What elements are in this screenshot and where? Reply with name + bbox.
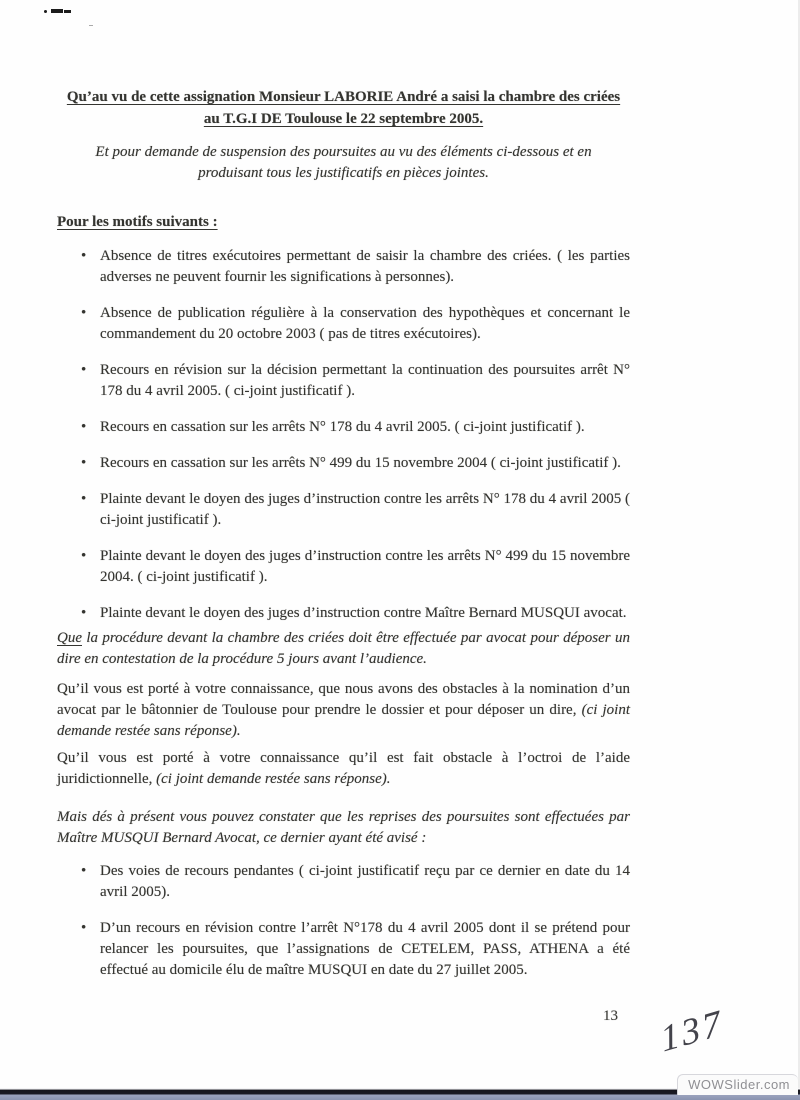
document-subtitle: Et pour demande de suspension des poursuites au vu des éléments ci-dessous et en produisant tous les justificatifs en pièces jointes. <box>95 144 592 181</box>
motif-item: • Plainte devant le doyen des juges d’instruction contre Maître Bernard MUSQUI avocat. <box>57 603 630 624</box>
paragraph-procedure-lead: Que <box>57 630 82 646</box>
motif-item: • Recours en cassation sur les arrêts N° 178 du 4 avril 2005. ( ci-joint justificatif ). <box>57 417 630 438</box>
scan-artifact-dot <box>44 10 47 13</box>
motif-item: • Plainte devant le doyen des juges d’instruction contre les arrêts N° 178 du 4 avril 2005 ( ci-joint justificatif ). <box>57 489 630 531</box>
document-title-line1: Qu’au vu de cette assignation Monsieur LABORIE André a saisi la chambre des criées <box>66 89 621 105</box>
paragraph-procedure: Que la procédure devant la chambre des criées doit être effectuée par avocat pour déposer un dire en contestation de la procédure 5 jours avant l’audience. <box>57 630 630 667</box>
document-body <box>57 0 630 981</box>
wowslider-watermark-link[interactable]: WOWSlider.com <box>677 1074 798 1095</box>
motifs-list <box>57 246 630 624</box>
paragraph-obstacle-avocat: Qu’il vous est porté à votre connaissance, que nous avons des obstacles à la nomination d’un avocat par le bâtonnier de Toulouse pour prendre le dossier et pour déposer un dire, (ci joint demande restée sans réponse). <box>57 681 630 739</box>
avise-item: • D’un recours en révision contre l’arrêt N°178 du 4 avril 2005 dont il se prétend pour relancer les poursuites, que l’assignations de CETELEM, PASS, ATHENA a été effectué au domicile élu de maître MUSQUI en date du 27 juillet 2005. <box>57 918 630 981</box>
paragraph-obstacle-aide: Qu’il vous est porté à votre connaissance qu’il est fait obstacle à l’octroi de l’aide juridictionnelle, (ci joint demande restée sans réponse). <box>57 750 630 787</box>
avise-item: • Des voies de recours pendantes ( ci-joint justificatif reçu par ce dernier en date du 14 avril 2005). <box>57 861 630 903</box>
motif-item: • Plainte devant le doyen des juges d’instruction contre les arrêts N° 499 du 15 novembre 2004. ( ci-joint justificatif ). <box>57 546 630 588</box>
motif-item: • Absence de titres exécutoires permettant de saisir la chambre des criées. ( les parties adverses ne peuvent fournir les significations à personnes). <box>57 246 630 288</box>
motif-item: • Recours en cassation sur les arrêts N° 499 du 15 novembre 2004 ( ci-joint justificatif ). <box>57 453 630 474</box>
page-number: 13 <box>603 1008 618 1024</box>
handwritten-folio-number: 137 <box>657 1002 727 1061</box>
motifs-heading: Pour les motifs suivants : <box>57 214 218 230</box>
document-title-line2: au T.G.I DE Toulouse le 22 septembre 2005. <box>203 111 484 127</box>
motif-item: • Absence de publication régulière à la conservation des hypothèques et concernant le commandement du 20 octobre 2003 ( pas de titres exécutoires). <box>57 303 630 345</box>
avise-list <box>57 861 630 981</box>
document-title <box>57 86 630 130</box>
paragraph-mais: Mais dés à présent vous pouvez constater que les reprises des poursuites sont effectuées par Maître MUSQUI Bernard Avocat, ce dernier ayant été avisé : <box>57 809 630 846</box>
motif-item: • Recours en révision sur la décision permettant la continuation des poursuites arrêt N° 178 du 4 avril 2005. ( ci-joint justificatif ). <box>57 360 630 402</box>
